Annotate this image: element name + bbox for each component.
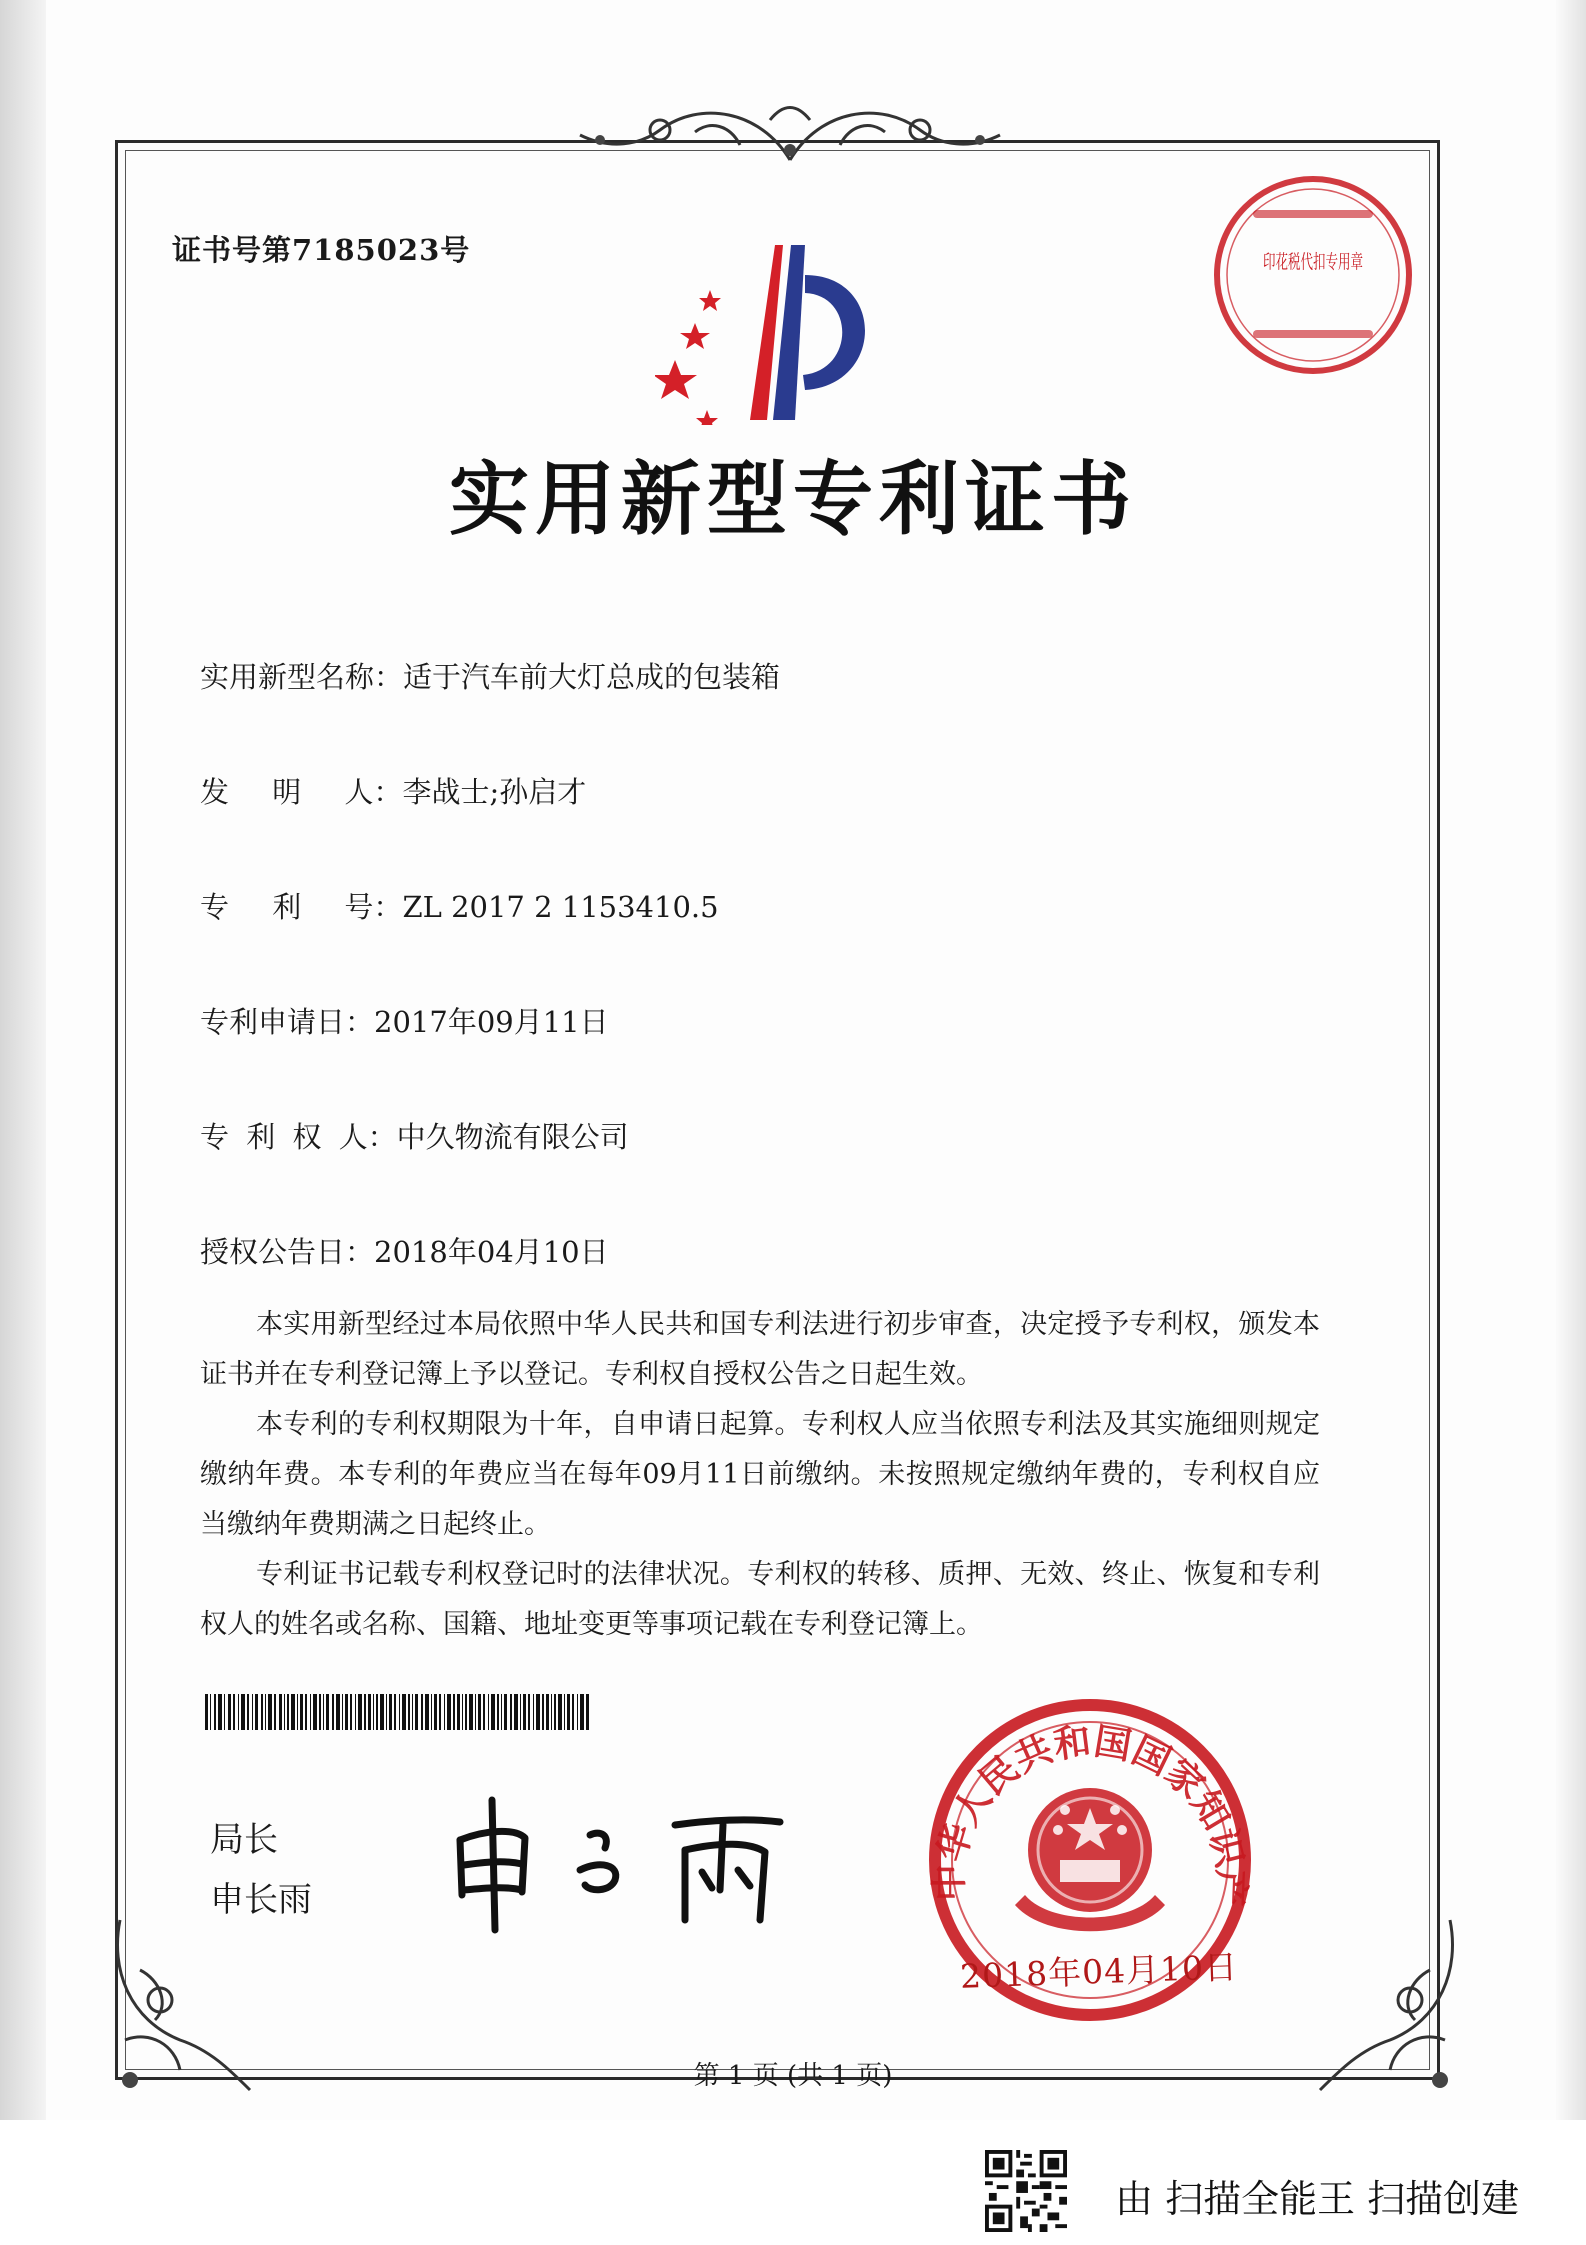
certificate-body <box>200 1300 1320 1650</box>
field-value: 2018年04月10日 <box>374 1235 609 1269</box>
body-paragraph: 专利证书记载专利权登记时的法律状况。专利权的转移、质押、无效、终止、恢复和专利权人的姓名或名称、国籍、地址变更等事项记载在专利登记簿上。 <box>200 1559 1320 1640</box>
field-patent-number <box>200 885 719 926</box>
director-title: 局长 <box>210 1820 278 1860</box>
field-value: 2017年09月11日 <box>374 1005 609 1039</box>
field-label: 专 利 权 人： <box>200 1120 397 1154</box>
field-value: 中久物流有限公司 <box>396 1120 629 1154</box>
barcode-icon <box>205 1694 590 1730</box>
top-ornament-icon <box>540 90 1040 170</box>
seal-small-text: 印花税代扣专用章 <box>1263 251 1363 273</box>
field-utility-model-name <box>200 655 780 696</box>
patent-office-logo-icon <box>655 235 895 425</box>
field-label: 实用新型名称： <box>200 660 404 694</box>
qr-code-icon[interactable] <box>985 2150 1067 2232</box>
scan-shadow-left <box>0 0 46 2120</box>
page-number: 第 1 页 (共 1 页) <box>693 2061 893 2091</box>
stamp-duty-seal-icon <box>1208 170 1418 380</box>
field-application-date <box>200 1000 609 1041</box>
field-value: 李战士;孙启才 <box>402 775 587 809</box>
field-label: 授权公告日： <box>200 1235 375 1269</box>
certificate-title: 实用新型专利证书 <box>449 452 1137 546</box>
field-patentee <box>200 1115 629 1156</box>
field-label: 专利申请日： <box>200 1005 375 1039</box>
signature-icon <box>440 1780 800 1940</box>
director-name: 申长雨 <box>210 1880 312 1920</box>
field-value: ZL 2017 2 1153410.5 <box>402 890 719 924</box>
field-grant-date <box>200 1230 609 1271</box>
field-label: 专 利 号： <box>200 890 403 924</box>
field-inventor <box>200 770 586 811</box>
seal-org-text: 中华人民共和国国家知识产 <box>927 1719 1253 1908</box>
body-paragraph: 本实用新型经过本局依照中华人民共和国专利法进行初步审查，决定授予专利权，颁发本证书并在专利登记簿上予以登记。专利权自授权公告之日起生效。 <box>200 1309 1320 1390</box>
field-label: 发 明 人： <box>200 775 403 809</box>
seal-date: 2018年04月10日 <box>959 1947 1239 1996</box>
field-value: 适于汽车前大灯总成的包装箱 <box>403 660 781 694</box>
certificate-number: 证书号第7185023号 <box>172 233 471 267</box>
body-paragraph: 本专利的专利权期限为十年，自申请日起算。专利权人应当依照专利法及其实施细则规定缴纳年费。本专利的年费应当在每年09月11日前缴纳。未按照规定缴纳年费的，专利权自应当缴纳年费期满之日起终止。 <box>200 1409 1320 1540</box>
scan-shadow-right <box>1556 0 1586 2120</box>
scanner-watermark: 由 扫描全能王 扫描创建 <box>1115 2177 1520 2221</box>
